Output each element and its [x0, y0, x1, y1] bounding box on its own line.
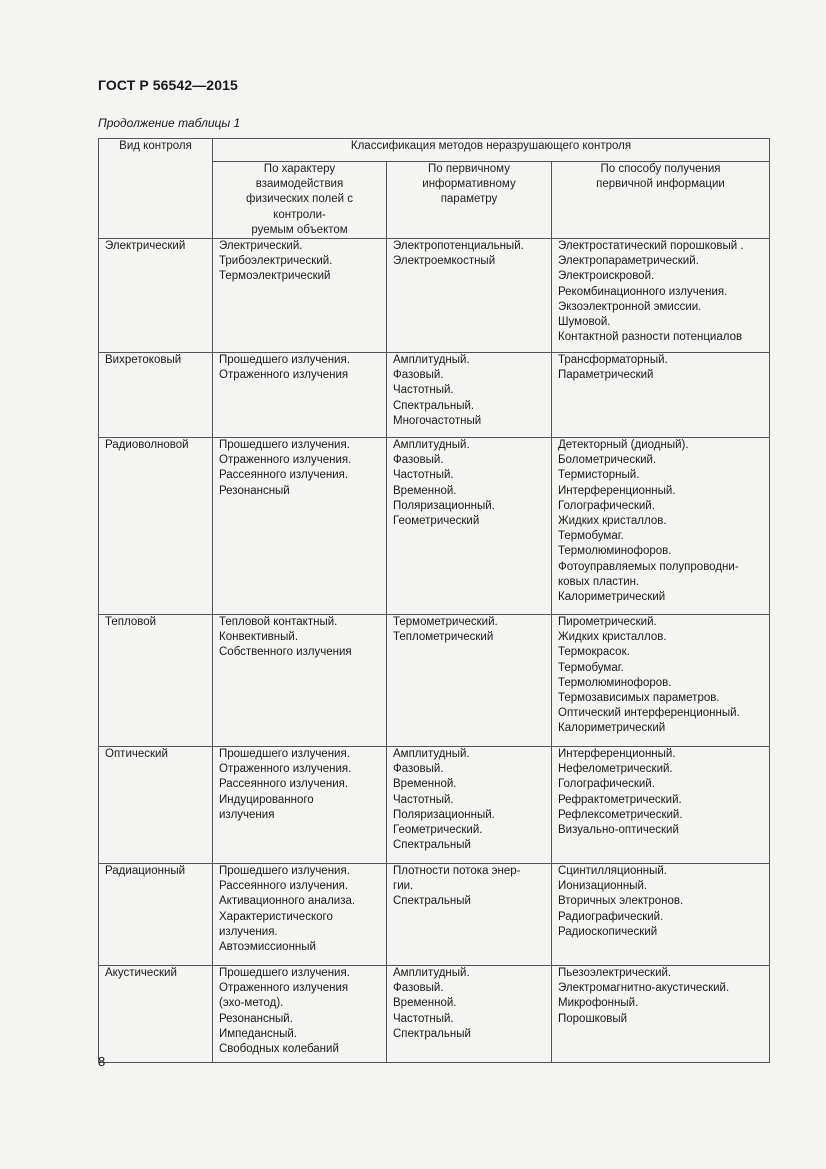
cell-line: Детекторный (диодный). [558, 439, 689, 452]
table-row [99, 438, 770, 615]
cell-line: Интерференционный. [558, 748, 676, 761]
cell-line: Частотный. [393, 469, 454, 482]
cell-line: Прошедшего излучения. [219, 865, 350, 878]
cell-line: Вторичных электронов. [558, 895, 684, 908]
cell-line: Жидких кристаллов. [558, 515, 667, 528]
cell-line: Голографический. [558, 778, 655, 791]
cell-line: Радиографический. [558, 910, 664, 923]
cell-line: Поляризационный. [393, 808, 495, 821]
cell-interaction [213, 353, 387, 438]
cell-line: Характеристического [219, 910, 333, 923]
cell-line: Собственного излучения [219, 646, 352, 659]
cell-line: Частотный. [393, 793, 454, 806]
cell-parameter [387, 615, 552, 747]
cell-line: Частотный. [393, 384, 454, 397]
cell-line: Временной. [393, 484, 457, 497]
cell-kind: Акустический [99, 966, 213, 1063]
cell-line: Термисторный. [558, 469, 640, 482]
cell-line: Прошедшего излучения. [219, 967, 350, 980]
cell-line: Термозависимых параметров. [558, 692, 720, 705]
cell-line: Отраженного излучения. [219, 763, 352, 776]
cell-line: Термобумаг. [558, 530, 624, 543]
cell-line: Прошедшего излучения. [219, 354, 350, 367]
cell-line: Ионизационный. [558, 880, 648, 893]
cell-line: Радиоскопический [558, 925, 658, 938]
cell-line: Электропотенциальный. [393, 240, 524, 253]
cell-line: Амплитудный. [393, 748, 470, 761]
cell-line: Оптический интерференционный. [558, 707, 740, 720]
cell-line: Электропараметрический. [558, 255, 699, 268]
cell-line: Шумовой. [558, 316, 611, 329]
cell-parameter [387, 966, 552, 1063]
cell-line: Термометрический. [393, 616, 498, 629]
cell-interaction [213, 239, 387, 353]
cell-line: Фазовый. [393, 763, 444, 776]
cell-kind: Вихретоковый [99, 353, 213, 438]
cell-method [552, 438, 770, 615]
cell-interaction [213, 966, 387, 1063]
cell-line: Интерференционный. [558, 484, 676, 497]
cell-line: Рефрактометрический. [558, 793, 682, 806]
cell-line: Рекомбинационного излучения. [558, 285, 728, 298]
cell-line: Спектральный [393, 839, 471, 852]
cell-method [552, 353, 770, 438]
cell-line: Рассеянного излучения. [219, 778, 349, 791]
cell-interaction [213, 864, 387, 966]
table-row [99, 353, 770, 438]
cell-line: (эхо-метод). [219, 997, 284, 1010]
cell-line: Амплитудный. [393, 439, 470, 452]
cell-line: Визуально-оптический [558, 824, 679, 837]
cell-line: Сцинтилляционный. [558, 865, 667, 878]
table-row [99, 966, 770, 1063]
header-line: информативному параметру [422, 178, 516, 206]
cell-line: Частотный. [393, 1012, 454, 1025]
cell-line: Прошедшего излучения. [219, 748, 350, 761]
cell-line: Болометрический. [558, 454, 657, 467]
header-line: По характеру взаимодействия [255, 163, 344, 191]
cell-line: Отраженного излучения [219, 369, 349, 382]
header-method [552, 162, 770, 239]
cell-line: Плотности потока энер- [393, 865, 521, 878]
cell-line: Электрический. [219, 240, 303, 253]
page-number: 8 [98, 1054, 106, 1069]
cell-line: Рассеянного излучения. [219, 880, 349, 893]
cell-line: Фазовый. [393, 369, 444, 382]
cell-line: Голографический. [558, 499, 655, 512]
cell-line: излучения. [219, 925, 278, 938]
cell-line: Амплитудный. [393, 354, 470, 367]
header-line: первичной информации [596, 178, 725, 191]
cell-method [552, 966, 770, 1063]
cell-line: излучения [219, 808, 275, 821]
cell-parameter [387, 239, 552, 353]
cell-line: Термокрасок. [558, 646, 630, 659]
cell-line: Амплитудный. [393, 967, 470, 980]
cell-kind: Радиационный [99, 864, 213, 966]
cell-line: Электромагнитно-акустический. [558, 982, 730, 995]
cell-line: Прошедшего излучения. [219, 439, 350, 452]
cell-line: Нефелометрический. [558, 763, 673, 776]
document-title: ГОСТ Р 56542—2015 [98, 77, 238, 93]
classification-table [98, 138, 770, 1063]
cell-line: Геометрический [393, 515, 480, 528]
cell-line: гии. [393, 880, 414, 893]
cell-line: Термолюминофоров. [558, 545, 672, 558]
cell-line: Отраженного излучения [219, 982, 349, 995]
cell-line: Временной. [393, 997, 457, 1010]
table-row [99, 747, 770, 864]
header-line: руемым объектом [251, 223, 348, 236]
cell-kind: Тепловой [99, 615, 213, 747]
cell-parameter [387, 438, 552, 615]
header-line: По первичному [428, 163, 510, 175]
cell-line: Электроемкостный [393, 255, 496, 268]
cell-line: Резонансный [219, 484, 290, 497]
table-row [99, 864, 770, 966]
header-interaction [213, 162, 387, 239]
cell-line: Термобумаг. [558, 661, 624, 674]
cell-line: ковых пластин. [558, 575, 640, 588]
cell-line: Экзоэлектронной эмиссии. [558, 300, 702, 313]
cell-line: Геометрический. [393, 824, 483, 837]
cell-line: Свободных колебаний [219, 1043, 339, 1056]
header-kind: Вид контроля [99, 139, 213, 239]
cell-line: Микрофонный. [558, 997, 639, 1010]
cell-line: Автоэмиссионный [219, 941, 316, 954]
cell-method [552, 239, 770, 353]
cell-line: Параметрический [558, 369, 654, 382]
cell-line: Трибоэлектрический. [219, 255, 333, 268]
cell-method [552, 615, 770, 747]
header-line: По способу получения [600, 163, 721, 175]
cell-line: Пьезоэлектрический. [558, 967, 672, 980]
cell-line: Электроискровой. [558, 270, 655, 283]
cell-parameter [387, 864, 552, 966]
cell-line: Электростатический порошковый . [558, 240, 744, 253]
table-row [99, 615, 770, 747]
cell-line: Порошковый [558, 1012, 628, 1025]
cell-line: Поляризационный. [393, 499, 495, 512]
cell-line: Рассеянного излучения. [219, 469, 349, 482]
cell-line: Калориметрический [558, 722, 666, 735]
cell-parameter [387, 353, 552, 438]
cell-line: Трансформаторный. [558, 354, 668, 367]
cell-line: Многочастотный [393, 414, 482, 427]
table-caption: Продолжение таблицы 1 [98, 116, 241, 130]
cell-line: Тепловой контактный. [219, 616, 338, 629]
cell-line: Фотоуправляемых полупроводни- [558, 560, 739, 573]
cell-line: Калориметрический [558, 591, 666, 604]
cell-interaction [213, 438, 387, 615]
cell-line: Временной. [393, 778, 457, 791]
cell-line: Активационного анализа. [219, 895, 356, 908]
cell-line: Конвективный. [219, 631, 299, 644]
cell-line: Термолюминофоров. [558, 676, 672, 689]
cell-line: Пирометрический. [558, 616, 657, 629]
cell-method [552, 747, 770, 864]
cell-line: Спектральный [393, 895, 471, 908]
cell-kind: Радиоволновой [99, 438, 213, 615]
cell-line: Термоэлектрический [219, 270, 331, 283]
cell-interaction [213, 615, 387, 747]
cell-line: Импедансный. [219, 1027, 297, 1040]
cell-line: Спектральный. [393, 399, 475, 412]
cell-line: Резонансный. [219, 1012, 293, 1025]
cell-kind: Электрический [99, 239, 213, 353]
cell-line: Отраженного излучения. [219, 454, 352, 467]
header-group: Классификация методов неразрушающего контроля [213, 139, 770, 162]
cell-line: Индуцированного [219, 793, 314, 806]
header-line: физических полей с контроли- [246, 193, 353, 221]
cell-interaction [213, 747, 387, 864]
cell-line: Контактной разности потенциалов [558, 331, 743, 344]
cell-line: Фазовый. [393, 454, 444, 467]
cell-kind: Оптический [99, 747, 213, 864]
table-row [99, 239, 770, 353]
cell-line: Фазовый. [393, 982, 444, 995]
cell-line: Теплометрический [393, 631, 494, 644]
cell-parameter [387, 747, 552, 864]
cell-line: Рефлексометрический. [558, 808, 683, 821]
header-parameter [387, 162, 552, 239]
cell-method [552, 864, 770, 966]
cell-line: Жидких кристаллов. [558, 631, 667, 644]
cell-line: Спектральный [393, 1027, 471, 1040]
